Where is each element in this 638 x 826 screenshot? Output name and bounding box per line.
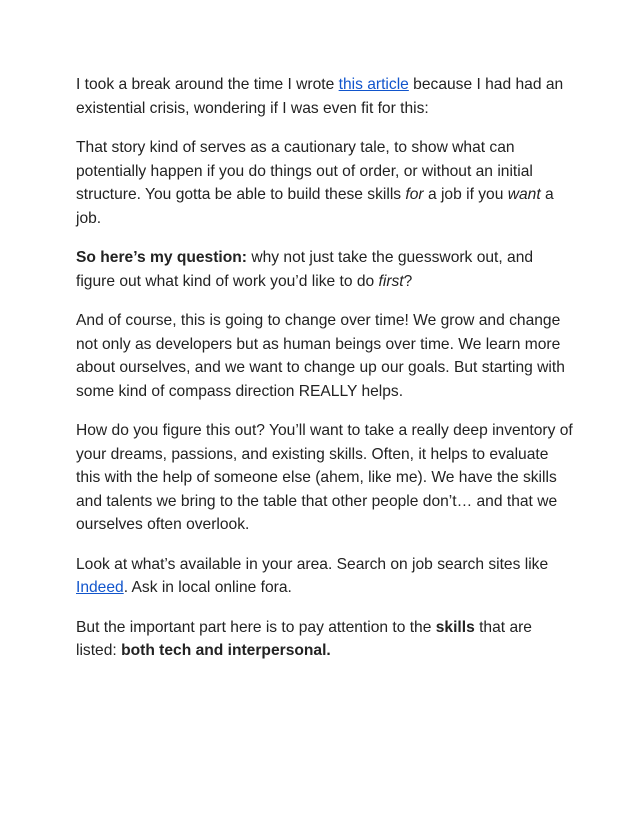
text-run: a job. [76,186,554,227]
indeed-link[interactable]: Indeed [76,579,124,596]
text-run: ? [403,272,413,290]
document-body [76,73,576,679]
italic-text: first [378,272,404,290]
text-run: why not just take the guesswork out, and figure out what kind of work you’d like to do [76,249,534,290]
paragraph-7 [76,616,576,663]
bold-text: both tech and interpersonal. [121,642,331,659]
paragraph-2 [76,136,576,230]
text-run: But the important part here is to pay attention to the [76,618,436,636]
this-article-link[interactable]: this article [338,76,409,93]
bold-text: skills [435,618,475,636]
italic-text: want [507,186,541,203]
paragraph-5 [76,419,576,537]
text-run: a job if you [423,186,508,203]
text-run: I took a break around the time I wrote [76,76,339,93]
paragraph-1 [76,73,576,120]
paragraph-3 [76,246,576,293]
text-run: And of course, this is going to change over time! We grow and change not only as developers but as human beings over time. We learn more about ourselves, and we want to change up our goals. But starting with some kind of compass direction REALLY helps. [76,312,565,400]
text-run: . Ask in local online fora. [123,579,292,596]
text-run: that are listed: [76,618,532,659]
text-run: How do you figure this out? You’ll want to take a really deep inventory of your dreams, passions, and existing skills. Often, it helps to evaluate this with the help of someone else (ahem, like me). We have the skills and talents we bring to the table that other people don’t… and that we ourselves often overlook. [76,422,573,533]
text-run: because I had had an existential crisis, wondering if I was even fit for this: [76,76,564,117]
text-run: That story kind of serves as a cautionary tale, to show what can potentially happen if you do things out of order, or without an initial structure. You gotta be able to build these skills [76,139,533,203]
paragraph-6 [76,553,576,600]
italic-text: for [405,186,424,203]
text-run: Look at what’s available in your area. Search on job search sites like [76,555,549,573]
bold-text: So here’s my question: [76,249,247,266]
paragraph-4 [76,309,576,403]
